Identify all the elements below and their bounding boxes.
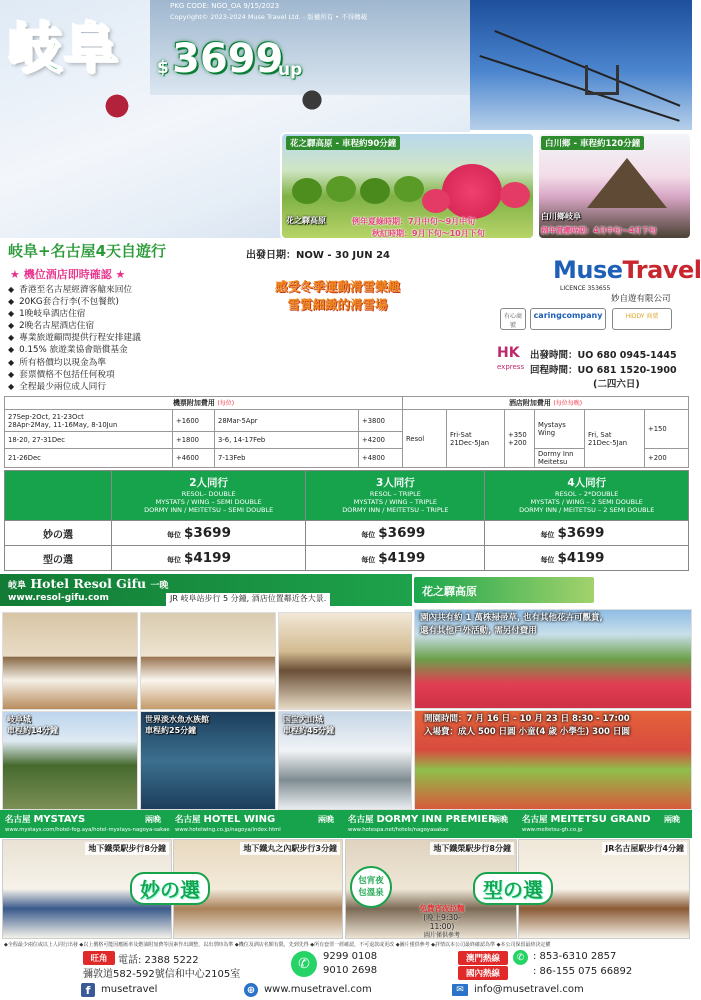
surcharge-row: [5, 410, 689, 432]
hotel-mystays-wing: Mystays Wing: [535, 410, 585, 449]
kochia-field-photo: [280, 132, 535, 240]
resol-room-photo: [140, 612, 276, 710]
resol-room-photo: [2, 612, 138, 710]
price-suffix: up: [278, 60, 303, 80]
instant-confirm-banner: ★ 機位酒店即時確認 ★: [10, 268, 126, 281]
hotel-name: HOTEL WING: [203, 814, 276, 825]
feature-item: ◆ 20KG套合行李(不包餐飲): [8, 296, 248, 308]
air-fee-2: +4800: [359, 449, 403, 468]
footnote: ◆全程最少兩位或以上人同行出發 ◆以上價格可能因應匯率及燃油附加費等因素作出調整，以出票時為準 ◆機位及酒店名額有限，先到先得 ◆所有套票一經確認，不可退款或更改 ◆圖片僅供參考 ◆詳情以本公司最終確認為準 ◆本公司保留最終決定權: [4, 942, 551, 948]
hotel-city: 名古屋: [5, 815, 31, 825]
hotel-m-fee-1: +150: [645, 410, 689, 449]
per-person: 每位: [540, 556, 555, 564]
air-fee-2: +4200: [359, 432, 403, 449]
ramen-time: (晚上9:30-11:00): [423, 913, 461, 931]
whatsapp-number[interactable]: 9010 2698: [323, 965, 378, 976]
price-value: $4199: [378, 550, 426, 566]
kochia-line: 園內共有約 1 萬株掃帚草, 也有其他花卉可觀賞,: [420, 613, 603, 623]
headline-price: 3699: [172, 36, 284, 82]
package-code: PKG CODE: NGO_OA 9/15/2023: [170, 2, 280, 10]
room-type: RESOL– DOUBLE: [181, 490, 236, 498]
departure-dates: 出發日期：NOW - 30 JUN 24: [246, 250, 391, 261]
gifu-castle-photo: [2, 711, 138, 810]
air-period-2: 7-13Feb: [215, 449, 359, 468]
slogan: [250, 278, 425, 314]
office-address: 彌敦道582-592號信和中心2105室: [83, 969, 241, 980]
hotel-header-note: (每位每晚): [553, 400, 583, 407]
skier-figure: [92, 86, 142, 126]
room-type: RESOL – TRIPLE: [369, 490, 421, 498]
kochia-header: 花之驛高原: [414, 577, 594, 603]
whatsapp-icon[interactable]: ✆: [291, 951, 317, 977]
logo-muse-word: Muse: [553, 256, 623, 284]
air-fee: +1600: [173, 410, 215, 432]
hotel-dormy-meitetsu: Dormy Inn Meitetsu: [535, 449, 585, 468]
walk-time: 地下鐵榮駅步行8分鐘: [430, 842, 514, 855]
hotel-m-period: Fri, Sat 21Dec-5Jan: [585, 410, 645, 468]
muse-travel-logo: [553, 256, 701, 284]
resol-description: JR 岐阜站步行 5 分鐘, 酒店位置鄰近各大景.: [166, 593, 330, 607]
hotel-city: 名古屋: [175, 815, 201, 825]
price-value: $3699: [557, 525, 605, 541]
aquarium-photo: [140, 711, 276, 810]
village-season: 例年賞櫻時期：4月中旬～4月下旬: [541, 226, 657, 235]
hotel-nights: 兩晚: [145, 815, 161, 824]
price-row-label: 妙の選: [5, 521, 112, 546]
price-col-header: [485, 471, 689, 521]
per-person: 每位: [540, 531, 555, 539]
spot-name: 岐阜城: [7, 715, 31, 724]
price-currency: $: [157, 58, 169, 78]
hotel-url[interactable]: www.mystays.com/hotel-fog.aya/hotel-mystays-nagoya-sakae: [5, 827, 170, 833]
spot-name: 国宝犬山城: [283, 715, 323, 724]
per-person: 每位: [361, 531, 376, 539]
spot-drive-time: 車程約25分鐘: [145, 726, 197, 735]
price-cell: [306, 546, 485, 571]
walk-time: JR名古屋駅步行4分鐘: [602, 842, 687, 855]
price-value: $4199: [184, 550, 231, 566]
facebook-icon[interactable]: f: [81, 983, 95, 997]
slogan-line: 感受冬季運動滑雪樂趣: [274, 279, 400, 294]
price-cell: [112, 546, 306, 571]
hotel-url[interactable]: www.meitetsu-gh.co.jp: [522, 827, 583, 833]
price-row: [5, 521, 689, 546]
hotel-city: 名古屋: [348, 815, 374, 825]
hotel-label: [348, 813, 496, 825]
walk-time: 地下鐵丸之內駅步行3分鐘: [240, 842, 340, 855]
price-cell: [112, 521, 306, 546]
inuyama-castle-photo: [278, 711, 412, 810]
air-header-note: (每位): [217, 400, 235, 407]
feature-item: ◆ 套票價格不包括任何稅項: [8, 369, 248, 381]
air-fee-2: +3800: [359, 410, 403, 432]
feature-item: ◆ 香港至名古屋經濟客艙來回位: [8, 284, 248, 296]
kochia-bush: [292, 178, 322, 204]
room-type: MYSTATS / WING – SEMI DOUBLE: [155, 498, 262, 506]
price-table: [4, 470, 689, 571]
macau-tag: 澳門熱線: [458, 951, 508, 965]
price-cell: [485, 521, 689, 546]
hiddy-badge: HIDDY 商號: [612, 308, 672, 330]
kata-selection-tag: 型の選: [473, 872, 553, 905]
kochia-hours: [424, 713, 630, 738]
feature-item: ◆ 0.15% 旅遊業協會賠償基金: [8, 344, 248, 356]
walk-time: 地下鐵榮駅步行8分鐘: [85, 842, 169, 855]
tour-subtitle: 岐阜+名古屋4天自遊行: [8, 242, 167, 260]
hotel-resol-fee: +350 +200: [505, 410, 535, 468]
kochia-opening: 開園時間：7 月 16 日 - 10 月 23 日 8:30 - 17:00: [424, 714, 630, 724]
hotel-nights: 兩晚: [492, 815, 508, 824]
kochia-bush: [360, 178, 390, 204]
photo-disclaimer: 圖片僅供參考: [423, 932, 460, 939]
destination-title: 岐阜: [8, 17, 120, 80]
price-header-blank: [5, 471, 112, 521]
spot-drive-time: 車程約14分鐘: [7, 726, 59, 735]
flower-caption: 花之驛高原 - 車程約90分鐘: [286, 136, 400, 150]
surcharge-header-row: [5, 397, 689, 410]
website-link[interactable]: www.musetravel.com: [264, 984, 372, 995]
kochia-line: 還有其他戶外活動, 需另付費用: [420, 625, 537, 636]
price-cell: [306, 521, 485, 546]
price-col-header: [306, 471, 485, 521]
office-phone[interactable]: 電話: 2388 5222: [118, 955, 199, 966]
china-tag: 國內熱線: [458, 966, 508, 980]
occupancy-title: 2人同行: [189, 477, 229, 489]
resol-restaurant-photo: [278, 612, 412, 710]
mongkok-tag: 旺角: [83, 951, 115, 965]
caring-badge: 有心商號: [500, 308, 526, 330]
resol-hotel-name: [8, 576, 168, 591]
hotel-nights: 兩晚: [664, 815, 680, 824]
feature-item: ◆ 全程最少兩位成人同行: [8, 381, 248, 393]
supper-onsen-badge: 包宵夜 包溫泉: [350, 866, 392, 908]
hotel-m-fee-2: +200: [645, 449, 689, 468]
free-ramen-note: [412, 904, 472, 940]
red-kochia-bush: [500, 182, 530, 208]
hotel-surcharge-header: [403, 397, 689, 410]
per-person: 每位: [167, 556, 181, 564]
room-type: DORMY INN / MEITETSU – TRIPLE: [342, 506, 449, 514]
outbound-flight: 出發時間：UO 680 0945-1445: [530, 350, 677, 361]
hotel-resol-period: Fri-Sat 21Dec-5Jan: [447, 410, 505, 468]
licence-number: LICENCE 353655: [560, 285, 611, 292]
room-type: DORMY INN / MEITETSU – 2 SEMI DOUBLE: [519, 506, 655, 514]
air-period: 18-20, 27-31Dec: [5, 432, 173, 449]
hotel-header-label: 酒店附加費用: [508, 399, 551, 407]
air-period: 27Sep-2Oct, 21-23Oct 28Apr-2May, 11-16May, 8-10Jun: [5, 410, 173, 432]
shirakawa-village-photo: [537, 132, 692, 240]
spot-name: 世界淡水魚水族館: [145, 715, 209, 724]
air-fee: +1800: [173, 432, 215, 449]
price-value: $3699: [184, 525, 231, 541]
caring-company-badge: caringcompany: [530, 308, 606, 330]
air-period-2: 28Mar-5Apr: [215, 410, 359, 432]
air-period: 21-26Dec: [5, 449, 173, 468]
copyright-text: Copyright© 2023-2024 Muse Travel Ltd. - 版權所有 • 不得轉載: [170, 13, 368, 21]
price-row-label: 型の選: [5, 546, 112, 571]
village-caption: 白川鄉 - 車程約120分鐘: [541, 136, 644, 150]
feature-item: ◆ 2晚名古屋酒店住宿: [8, 320, 248, 332]
room-type: MYSTATS / WING – 2 SEMI DOUBLE: [530, 498, 643, 506]
hotel-label: [5, 813, 85, 825]
price-value: $4199: [557, 550, 605, 566]
hotel-city: 名古屋: [522, 815, 548, 825]
china-hotline[interactable]: : 86-155 075 66892: [533, 966, 633, 977]
price-header-row: [5, 471, 689, 521]
occupancy-title: 4人同行: [567, 477, 607, 489]
feature-item: ◆ 1晚岐阜酒店住宿: [8, 308, 248, 320]
per-person: 每位: [167, 531, 181, 539]
airline-word: express: [497, 363, 525, 371]
hotel-name: MYSTAYS: [33, 814, 86, 825]
globe-icon: ⊕: [244, 983, 258, 997]
kochia-admission: 入場費：成人 500 日圓 小童(4 歲 小學生) 300 日圓: [424, 726, 630, 737]
village-name: 白川鄉岐阜: [541, 212, 581, 221]
hotel-url[interactable]: www.hotespa.net/hotels/nagoyasakae: [348, 827, 449, 833]
red-kochia-bush: [422, 189, 450, 213]
per-person: 每位: [361, 556, 376, 564]
air-fee: +4600: [173, 449, 215, 468]
company-name: 妙自遊有限公司: [611, 294, 671, 304]
hotel-name: DORMY INN PREMIER: [376, 814, 496, 825]
feature-item: ◆ 專業旅遊顧問提供行程安排建議: [8, 332, 248, 344]
skier-figure: [292, 82, 332, 118]
hotel-nights: 一晚: [150, 581, 169, 591]
air-surcharge-header: [5, 397, 403, 410]
flower-season-autumn: 秋紅時期：9月下旬～10月下旬: [372, 229, 485, 238]
room-type: DORMY INN / MEITETSU – SEMI DOUBLE: [144, 506, 274, 514]
kochia-bush: [326, 176, 356, 202]
surcharge-table: [4, 396, 689, 468]
air-header-label: 機票附加費用: [172, 399, 215, 407]
flower-season-summer: 例年夏綠時期：7月中旬～9月中旬: [352, 217, 476, 226]
email-link[interactable]: info@musetravel.com: [474, 984, 584, 995]
resol-url[interactable]: www.resol-gifu.com: [8, 593, 109, 603]
facebook-handle[interactable]: musetravel: [101, 984, 158, 995]
hotel-label: [175, 813, 275, 825]
gassho-roof: [587, 158, 667, 208]
kochia-description: [420, 612, 603, 637]
lift-chair: [585, 65, 619, 95]
air-period-2: 3-6, 14-17Feb: [215, 432, 359, 449]
kochia-bush: [394, 176, 424, 202]
slogan-line: 雪質細緻的滑雪場: [287, 297, 388, 312]
features-list: [8, 284, 248, 393]
whatsapp-number[interactable]: 9299 0108: [323, 951, 378, 962]
whatsapp-icon[interactable]: ✆: [513, 950, 528, 965]
hotel-label: [522, 813, 651, 825]
myo-selection-tag: 妙の選: [130, 872, 210, 905]
hotel-nights: 兩晚: [318, 815, 334, 824]
flower-name: 花之驛高原: [286, 216, 326, 225]
feature-item: ◆ 所有格價均以現金為準: [8, 357, 248, 369]
price-value: $3699: [378, 525, 426, 541]
email-icon: ✉: [452, 984, 468, 996]
macau-hotline[interactable]: : 853-6310 2857: [533, 951, 617, 962]
red-kochia-bush: [442, 164, 502, 219]
room-type: RESOL – 2*DOUBLE: [555, 490, 619, 498]
hotel-city: 岐阜: [8, 581, 27, 591]
flight-days: (二四六日): [593, 379, 640, 390]
hotel-resol: Resol: [403, 410, 447, 468]
hotel-name: Hotel Resol Gifu: [30, 576, 147, 591]
hotel-name: MEITETSU GRAND: [550, 814, 651, 825]
price-col-header: [112, 471, 306, 521]
airline-mark: HK: [497, 345, 520, 361]
nagoya-hotel-bar: [0, 810, 692, 838]
room-type: MYSTATS / WING – TRIPLE: [353, 498, 437, 506]
ramen-title: 免費宵夜拉麵: [419, 904, 465, 913]
hotel-url[interactable]: www.hotelwing.co.jp/nagoya/index.html: [175, 827, 281, 833]
logo-travel-word: Travel: [622, 256, 701, 284]
inbound-flight: 回程時間：UO 681 1520-1900: [530, 365, 677, 376]
price-row: [5, 546, 689, 571]
contact-footer: [0, 948, 692, 1000]
occupancy-title: 3人同行: [375, 477, 415, 489]
price-cell: [485, 546, 689, 571]
hk-express-logo: [497, 346, 524, 374]
spot-drive-time: 車程約45分鐘: [283, 726, 335, 735]
